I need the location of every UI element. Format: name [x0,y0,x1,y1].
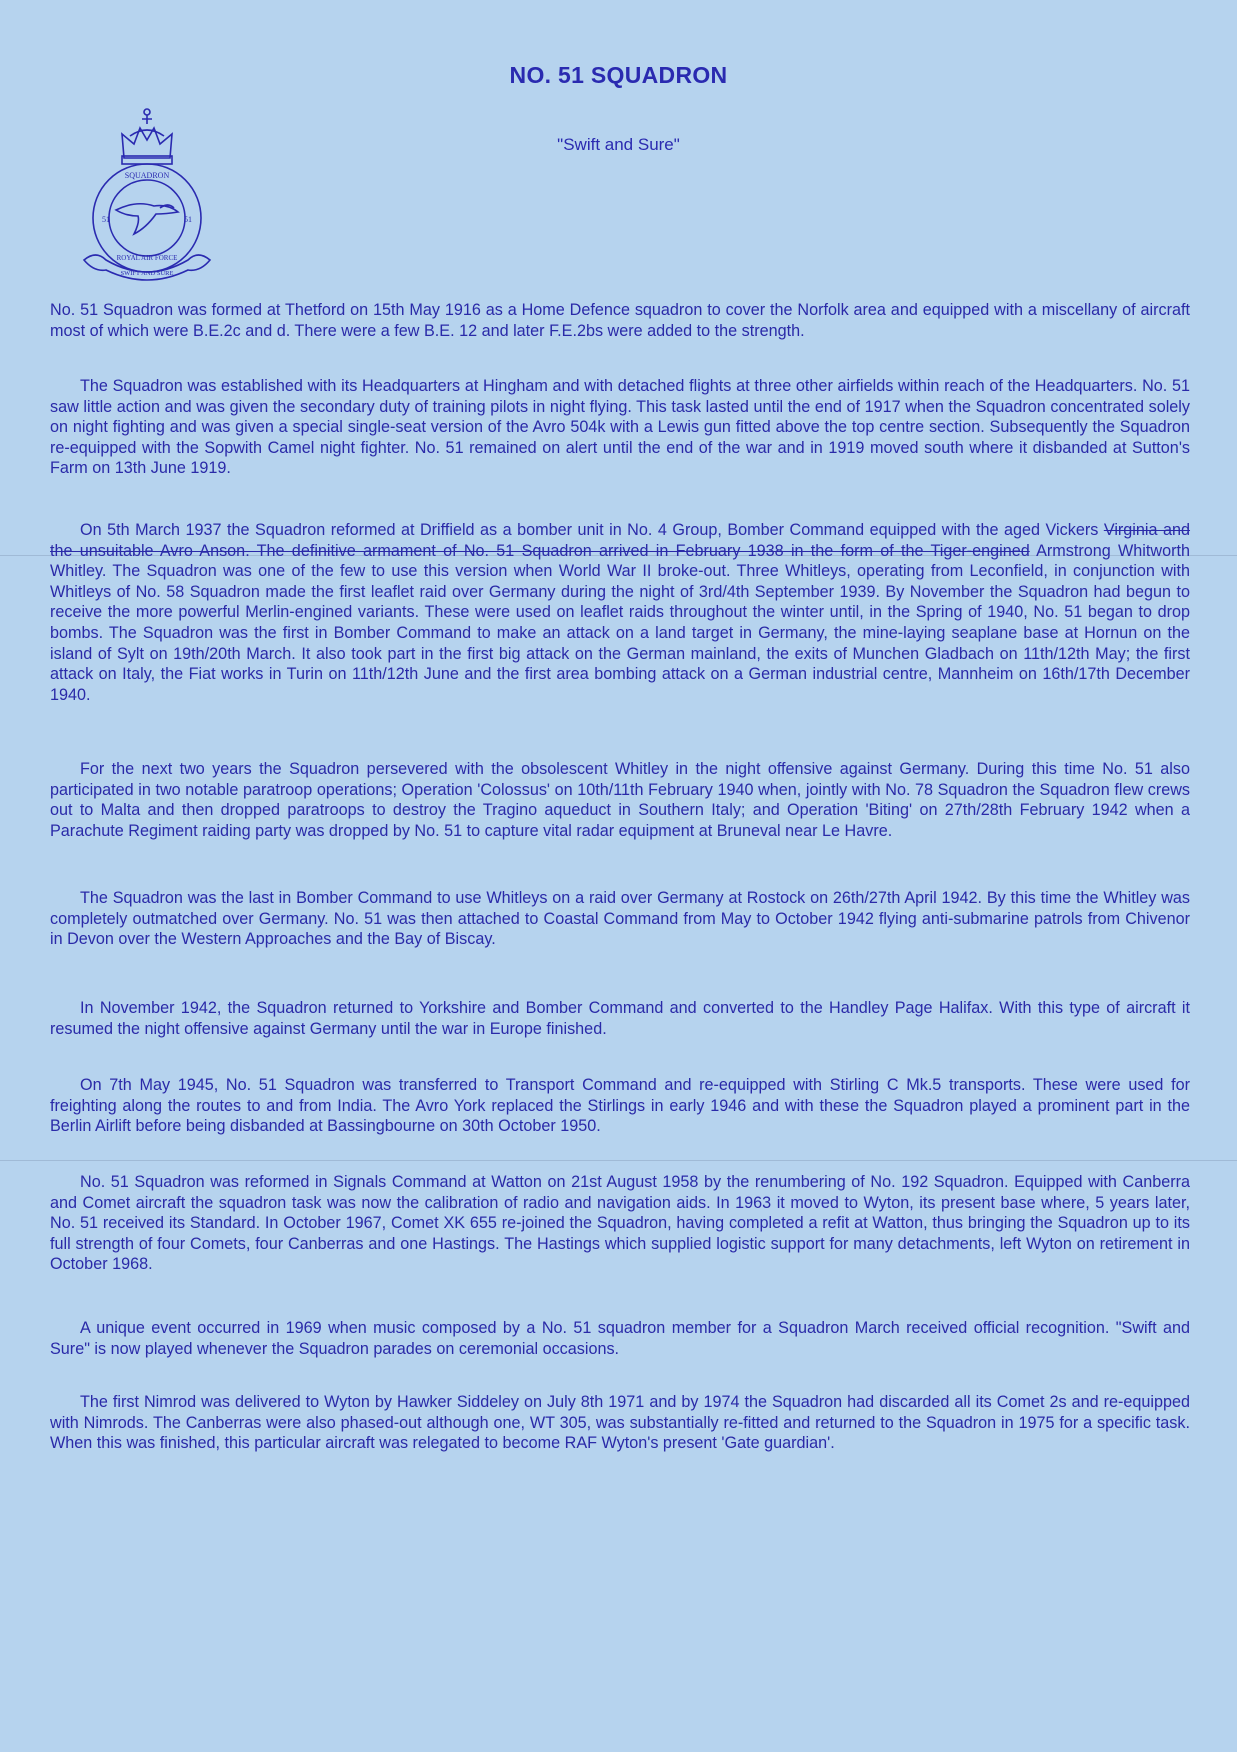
page-title: NO. 51 SQUADRON [509,62,728,88]
squadron-badge-icon [76,100,218,282]
paragraph-transport-command: On 7th May 1945, No. 51 Squadron was transferred to Transport Command and re-equipped with Stirling C Mk.5 transports. These were used for freighting along the routes to and from India. The Avro York replaced the Stirlings in early 1946 and with these the Squadron played a prominent part in the Berlin Airlift before being disbanded at Bassingbourne on 30th October 1950. [50,1076,1190,1136]
paragraph-1937-reformation: On 5th March 1937 the Squadron reformed at Driffield as a bomber unit in No. 4 Group, Bomber Command equipped with the aged Vickers Virginia and the unsuitable Avro Anson. The definitive armament of No. 51 Squadron arrived in February 1938 in the form of the Tiger-engined Armstrong Whitworth Whitley. The Squadron was one of the few to use this version when World War II broke-out. Three Whitleys, operating from Leconfield, in conjunction with Whitleys of No. 58 Squadron made the first leaflet raid over Germany during the night of 3rd/4th September 1939. By November the Squadron had begun to receive the more powerful Merlin-engined variants. These were used on leaflet raids throughout the winter until, in the Spring of 1940, No. 51 began to drop bombs. The Squadron was the first in Bomber Command to make an attack on a land target in Germany, the mine-laying seaplane base at Hornun on the island of Sylt on 19th/20th March. It also took part in the first big attack on the German mainland, the exits of Munchen Gladbach on 11th/12th May; the first attack on Italy, the Fiat works in Turin on 11th/12th June and the first area bombing attack on a German industrial centre, Mannheim on 16th/17th December 1940. [50,521,1191,704]
paragraph-formation: No. 51 Squadron was formed at Thetford on 15th May 1916 as a Home Defence squadron to cover the Norfolk area and equipped with a miscellany of aircraft most of which were B.E.2c and d. There were a few B.E. 12 and later F.E.2bs were added to the strength. [50,301,1190,340]
struck-text: Virginia and the unsuitable Avro Anson. The definitive armament of No. 51 Squadron arrived in February 1938 in the form of the Tiger-engined [50,521,1191,560]
fold-line [0,1160,1237,1161]
paragraph-nimrod: The first Nimrod was delivered to Wyton by Hawker Siddeley on July 8th 1971 and by 1974 the Squadron had discarded all its Comet 2s and re-equipped with Nimrods. The Canberras were also phased-out although one, WT 305, was substantially re-fitted and returned to the Squadron in 1975 for a specific task. When this was finished, this particular aircraft was relegated to become RAF Wyton's present 'Gate guardian'. [50,1393,1190,1453]
svg-text:SQUADRON: SQUADRON [124,171,170,180]
paragraph-halifax: In November 1942, the Squadron returned to Yorkshire and Bomber Command and converted to the Handley Page Halifax. With this type of aircraft it resumed the night offensive against Germany until the war in Europe finished. [50,999,1190,1038]
paragraph-paratroop-operations: For the next two years the Squadron persevered with the obsolescent Whitley in the night offensive against Germany. During this time No. 51 also participated in two notable paratroop operations; Operation 'Colossus' on 10th/11th February 1940 when, jointly with No. 78 Squadron the Squadron flew crews out to Malta and then dropped paratroops to destroy the Tragino aqueduct in Southern Italy; and Operation 'Biting' on 27th/28th February 1942 when a Parachute Regiment raiding party was dropped by No. 51 to capture vital radar equipment at Bruneval near Le Havre. [50,760,1190,840]
paragraph-signals-command: No. 51 Squadron was reformed in Signals Command at Watton on 21st August 1958 by the renumbering of No. 192 Squadron. Equipped with Canberra and Comet aircraft the squadron task was now the calibration of radio and navigation aids. In 1963 it moved to Wyton, its present base where, 5 years later, No. 51 received its Standard. In October 1967, Comet XK 655 re-joined the Squadron, having completed a refit at Watton, thus bringing the Squadron up to its full strength of four Comets, four Canberras and one Hastings. The Hastings which supplied logistic support for many detachments, left Wyton on retirement in October 1968. [50,1173,1190,1274]
paragraph-coastal-command: The Squadron was the last in Bomber Command to use Whitleys on a raid over Germany at Rostock on 26th/27th April 1942. By this time the Whitley was completely outmatched over Germany. No. 51 was then attached to Coastal Command from May to October 1942 flying anti-submarine patrols from Chivenor in Devon over the Western Approaches and the Bay of Biscay. [50,889,1190,949]
svg-text:SWIFT AND SURE: SWIFT AND SURE [120,270,174,277]
svg-text:51: 51 [184,215,192,224]
svg-text:51: 51 [102,215,110,224]
paragraph-headquarters: The Squadron was established with its Headquarters at Hingham and with detached flights at three other airfields within reach of the Headquarters. No. 51 saw little action and was given the secondary duty of training pilots in night flying. This task lasted until the end of 1917 when the Squadron concentrated solely on night fighting and was given a special single-seat version of the Avro 504k with a Lewis gun fitted above the top centre section. Subsequently the Squadron re-equipped with the Sopwith Camel night fighter. No. 51 remained on alert until the end of the war and in 1919 moved south where it disbanded at Sutton's Farm on 13th June 1919. [50,377,1190,478]
motto: "Swift and Sure" [557,135,680,154]
svg-text:ROYAL AIR FORCE: ROYAL AIR FORCE [116,254,178,262]
paragraph-squadron-march: A unique event occurred in 1969 when music composed by a No. 51 squadron member for a Squadron March received official recognition. "Swift and Sure" is now played whenever the Squadron parades on ceremonial occasions. [50,1319,1190,1358]
